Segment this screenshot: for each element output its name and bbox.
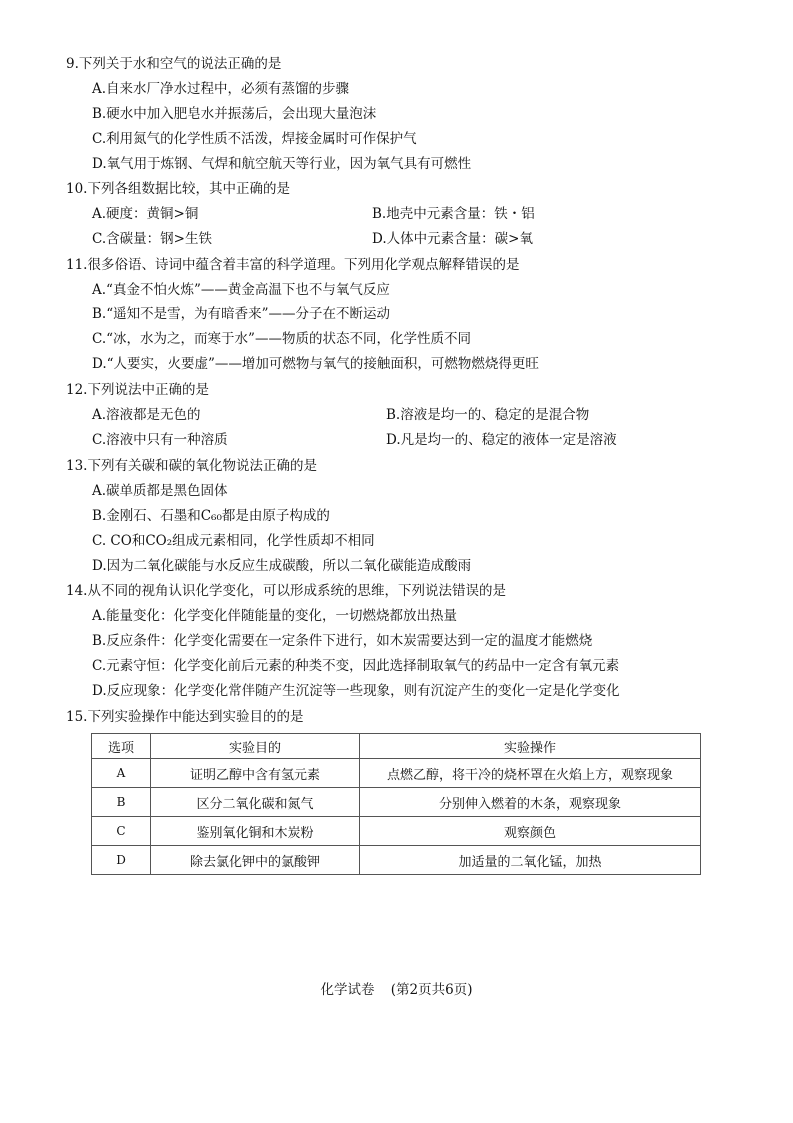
question-12-option-a: A.溶液都是无色的 [92,407,201,423]
table-cell-operation: 观察颜色 [360,817,701,846]
table-cell-purpose: 鉴别氧化铜和木炭粉 [151,817,360,846]
question-12-option-c: C.溶液中只有一种溶质 [92,432,228,448]
table-header-purpose: 实验目的 [151,734,360,759]
question-10-option-c: C.含碳量：钢>生铁 [92,231,212,247]
question-14-stem: 14.从不同的视角认识化学变化，可以形成系统的思维，下列说法错误的是 [66,583,506,599]
table-row [92,759,701,788]
table-cell-operation: 分别伸入燃着的木条，观察现象 [360,788,701,817]
table-cell-purpose: 除去氯化钾中的氯酸钾 [151,846,360,875]
question-9-option-a: A.自来水厂净水过程中，必须有蒸馏的步骤 [92,81,350,97]
question-12-stem: 12.下列说法中正确的是 [66,382,209,398]
footer-page-number: (第2页共6页) [390,982,473,998]
question-11-stem: 11.很多俗语、诗词中蕴含着丰富的科学道理。下列用化学观点解释错误的是 [66,257,520,273]
question-13-option-a: A.碳单质都是黑色固体 [92,483,228,499]
question-11-option-a: A.“真金不怕火炼”——黄金高温下也不与氧气反应 [92,282,390,298]
table-cell-operation: 点燃乙醇，将干冷的烧杯罩在火焰上方，观察现象 [360,759,701,788]
question-9-stem: 9.下列关于水和空气的说法正确的是 [66,56,282,72]
question-10-stem: 10.下列各组数据比较，其中正确的是 [66,181,290,197]
table-cell-purpose: 区分二氧化碳和氮气 [151,788,360,817]
question-14-option-d: D.反应现象：化学变化常伴随产生沉淀等一些现象，则有沉淀产生的变化一定是化学变化 [92,683,620,699]
question-11-option-c: C.“冰，水为之，而寒于水”——物质的状态不同，化学性质不同 [92,331,471,347]
question-14-option-a: A.能量变化：化学变化伴随能量的变化，一切燃烧都放出热量 [92,608,458,624]
footer-subject: 化学试卷 [320,982,375,998]
table-header-operation: 实验操作 [360,734,701,759]
table-row [92,846,701,875]
table-cell-purpose: 证明乙醇中含有氢元素 [151,759,360,788]
table-row [92,817,701,846]
question-11-option-b: B.“遥知不是雪，为有暗香来”——分子在不断运动 [92,306,391,322]
table-row [92,788,701,817]
table-header-row [92,734,701,759]
question-13-option-c: C. CO和CO₂组成元素相同，化学性质却不相同 [92,533,375,549]
question-15-stem: 15.下列实验操作中能达到实验目的的是 [66,709,304,725]
question-10-option-d: D.人体中元素含量：碳>氧 [372,231,533,247]
question-14-option-c: C.元素守恒：化学变化前后元素的种类不变，因此选择制取氧气的药品中一定含有氧元素 [92,658,620,674]
table-cell-option: D [92,846,151,875]
question-10-option-a: A.硬度：黄铜>铜 [92,206,199,222]
question-9-option-d: D.氧气用于炼钢、气焊和航空航天等行业，因为氧气具有可燃性 [92,156,472,172]
question-13-option-b: B.金刚石、石墨和C₆₀都是由原子构成的 [92,508,330,524]
question-11-option-d: D.“人要实，火要虚”——增加可燃物与氧气的接触面积，可燃物燃烧得更旺 [92,356,539,372]
question-13-stem: 13.下列有关碳和碳的氧化物说法正确的是 [66,458,317,474]
table-header-option: 选项 [92,734,151,759]
table-cell-option: C [92,817,151,846]
table-cell-operation: 加适量的二氧化锰，加热 [360,846,701,875]
question-14-option-b: B.反应条件：化学变化需要在一定条件下进行，如木炭需要达到一定的温度才能燃烧 [92,633,593,649]
page-footer [0,978,793,998]
table-cell-option: A [92,759,151,788]
question-9-option-b: B.硬水中加入肥皂水并振荡后，会出现大量泡沫 [92,106,377,122]
question-12-option-b: B.溶液是均一的、稳定的是混合物 [386,407,590,423]
experiment-table [91,733,701,875]
question-10-option-b: B.地壳中元素含量：铁・铝 [372,206,535,222]
table-cell-option: B [92,788,151,817]
question-9-option-c: C.利用氮气的化学性质不活泼，焊接金属时可作保护气 [92,131,417,147]
question-12-option-d: D.凡是均一的、稳定的液体一定是溶液 [386,432,617,448]
question-13-option-d: D.因为二氧化碳能与水反应生成碳酸，所以二氧化碳能造成酸雨 [92,558,472,574]
